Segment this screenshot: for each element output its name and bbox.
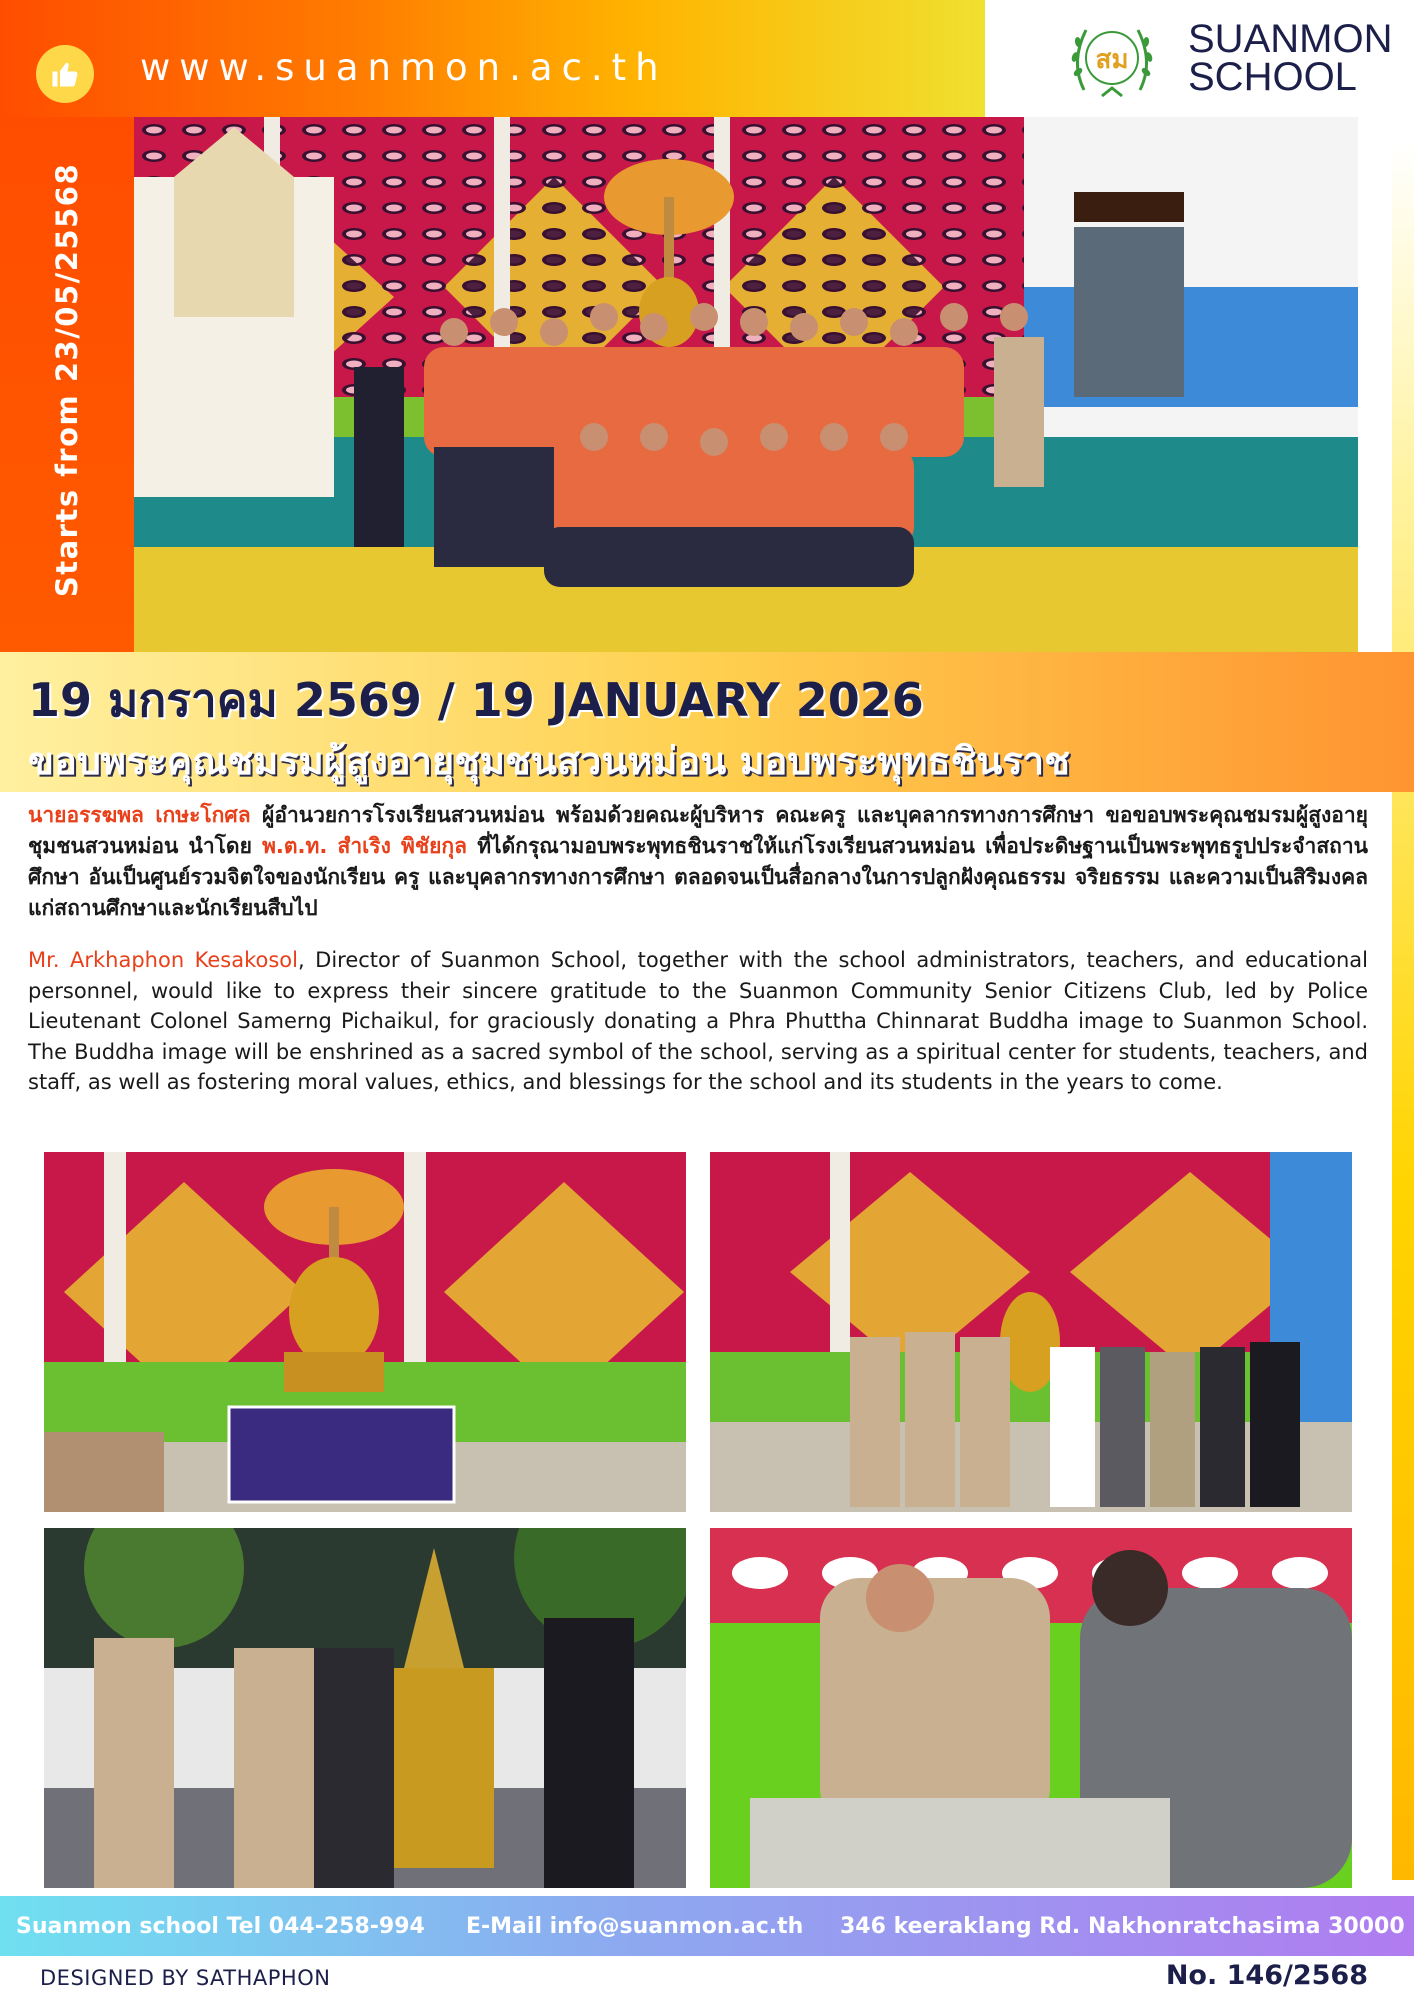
date-title: 19 มกราคม 2569 / 19 JANUARY 2026 (28, 673, 924, 727)
main-group-photo (134, 117, 1358, 652)
website-url[interactable]: www.suanmon.ac.th (140, 46, 668, 89)
headline-thai: ขอบพระคุณชมรมผู้สูงอายุชุมชนสวนหม่อน มอบพระพุทธชินราช (28, 739, 1070, 783)
installation-photo (710, 1528, 1352, 1888)
buddha-image-photo (44, 1152, 686, 1512)
right-accent-bar (1392, 140, 1414, 1880)
brand-line-2: SCHOOL (1188, 55, 1357, 99)
logo-monogram: สม (1095, 45, 1129, 75)
thai-text-2: ที่ได้กรุณามอบพระพุทธชินราชให้แก่โรงเรียนสวนหม่อน เพื่อประดิษฐานเป็นพระพุทธรูปประจำสถานศึกษา อันเป็นศูนย์รวมจิตใจของนักเรียน ครู และบุคลากรทางการศึกษา ตลอดจนเป็นสื่อกลางในการปลูกฝังคุณธรรม จริยธรรม และความเป็นสิริมงคลแก่สถานศึกษาและนักเรียนสืบไป (28, 834, 1368, 920)
club-leader-name-thai: พ.ต.ท. สำเริง พิชัยกุล (262, 834, 468, 858)
moving-buddha-photo (44, 1528, 686, 1888)
school-logo (1064, 12, 1160, 108)
start-date-label: Starts from 23/05/25568 (50, 162, 84, 598)
article-english (28, 945, 1368, 1098)
thai-text-1: ผู้อำนวยการโรงเรียนสวนหม่อน พร้อมด้วยคณะผู้บริหาร คณะครู และบุคลากรทางการศึกษา ขอขอบพระคุณชมรมผู้สูงอายุชุมชนสวนหม่อน นำโดย (28, 803, 1368, 858)
director-name-thai: นายอรรฆพล เกษะโกศล (28, 803, 251, 827)
officials-group-photo (710, 1152, 1352, 1512)
director-name-english: Mr. Arkhaphon Kesakosol (28, 948, 298, 972)
like-badge[interactable] (36, 45, 94, 103)
footer-contact-bar (0, 1896, 1414, 1956)
footer-address: 346 keeraklang Rd. Nakhonratchasima 30000 (840, 1913, 1405, 1939)
footer-email[interactable]: E-Mail info@suanmon.ac.th (466, 1913, 804, 1939)
english-text: , Director of Suanmon School, together with the school administrators, teachers, and educational personnel, would like to express their sincere gratitude to the Suanmon Community Senior Citizens Club, led by Police Lieutenant Colonel Samerng Pichaikul, for graciously donating a Phra Phuttha Chinnarat Buddha image to Suanmon School. The Buddha image will be enshrined as a sacred symbol of the school, serving as a spiritual center for students, teachers, and staff, as well as fostering moral values, ethics, and blessings for the school and its students in the years to come. (28, 948, 1368, 1094)
issue-number: No. 146/2568 (1165, 1960, 1368, 1991)
footer-phone[interactable]: Suanmon school Tel 044-258-994 (16, 1913, 425, 1939)
thumbs-up-icon (50, 59, 80, 89)
article-thai (28, 800, 1368, 924)
designer-credit: DESIGNED BY SATHAPHON (40, 1966, 331, 1990)
brand-line-1: SUANMON (1188, 17, 1393, 61)
brand-name (1188, 17, 1393, 99)
